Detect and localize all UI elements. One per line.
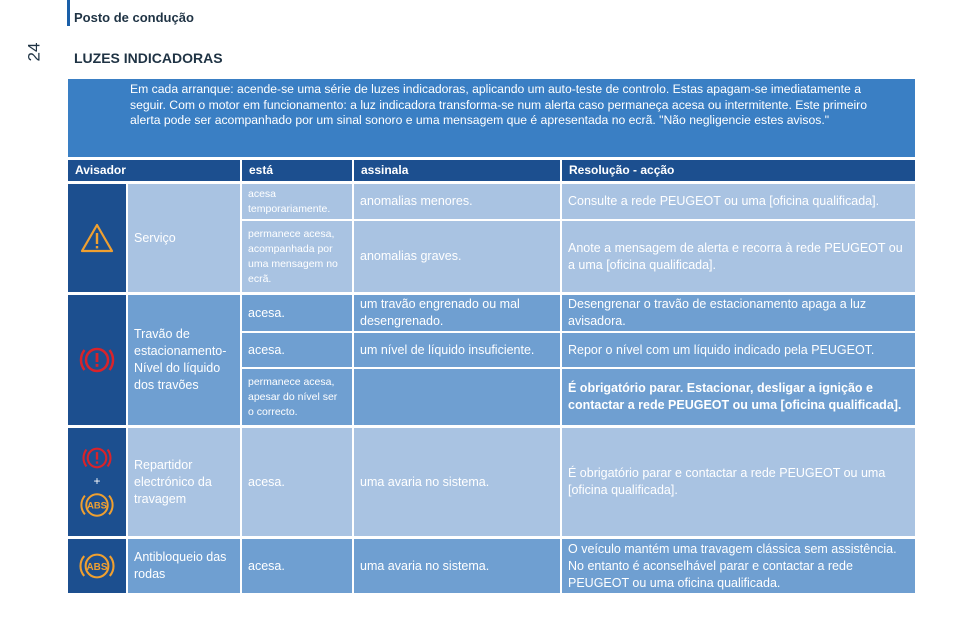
ebd-icon-cell — [68, 428, 128, 536]
page-title: LUZES INDICADORAS — [74, 50, 223, 66]
indicator-table — [68, 160, 915, 593]
group-ebd — [68, 428, 915, 536]
table-row: permanece acesa, apesar do nível ser o correcto. É obrigatório parar. Estacionar, desligar a ignição e contactar a rede PEUGEOT ou uma [oficina qualificada]. — [242, 367, 915, 425]
abs-icon — [79, 548, 115, 584]
section-marker-bar — [67, 0, 70, 26]
table-row: acesa. uma avaria no sistema. O veículo mantém uma travagem clássica sem assistência. No entanto é aconselhável parar e contactar a rede PEUGEOT ou uma oficina qualificada. — [242, 539, 915, 593]
brake-warning-icon — [78, 341, 116, 379]
abs-icon — [80, 488, 114, 522]
section-label: Posto de condução — [74, 10, 194, 25]
group-brake — [68, 295, 915, 425]
table-row: permanece acesa, acompanhada por uma mensagem no ecrã. anomalias graves. Anote a mensagem de alerta e recorra à rede PEUGEOT ou a uma [oficina qualificada]. — [242, 219, 915, 292]
ebd-name: Repartidor electrónico da travagem — [128, 428, 242, 536]
table-header — [68, 160, 915, 181]
service-name: Serviço — [128, 184, 242, 292]
abs-label: ABS — [87, 499, 107, 511]
table-row: acesa temporariamente. anomalias menores. Consulte a rede PEUGEOT ou uma [oficina qualificada]. — [242, 184, 915, 219]
intro-text: Em cada arranque: acende-se uma série de luzes indicadoras, aplicando um auto-teste de controlo. Estas apagam-se imediatamente a seguir. Com o motor em funcionamento: a luz indicadora transforma-se num alerta caso permaneça acesa ou intermitente. Este primeiro alerta pode ser acompanhado por um sinal sonoro e uma mensagem que é apresentada no ecrã. "Não negligencie estes avisos." — [68, 79, 915, 157]
header-warning: Avisador — [68, 160, 242, 181]
brake-name: Travão de estacionamento- Nível do líquido dos travões — [128, 295, 242, 425]
plus-sign: + — [93, 474, 101, 488]
header-state: está — [242, 160, 354, 181]
brake-warning-icon — [81, 442, 113, 474]
abs-label: ABS — [86, 561, 108, 573]
warning-triangle-icon — [80, 222, 114, 254]
table-row: acesa. um nível de líquido insuficiente. Repor o nível com um líquido indicado pela PEUGEOT. — [242, 331, 915, 367]
abs-icon-cell — [68, 539, 128, 593]
service-icon-cell — [68, 184, 128, 292]
table-row: acesa. um travão engrenado ou mal desengrenado. Desengrenar o travão de estacionamento apaga a luz avisadora. — [242, 295, 915, 331]
header-signal: assinala — [354, 160, 562, 181]
page-number: 24 — [24, 42, 44, 62]
brake-icon-cell — [68, 295, 128, 425]
header-action: Resolução - acção — [569, 163, 675, 177]
group-service — [68, 184, 915, 292]
abs-name: Antibloqueio das rodas — [128, 539, 242, 593]
group-abs — [68, 539, 915, 593]
table-row: acesa. uma avaria no sistema. É obrigatório parar e contactar a rede PEUGEOT ou uma [oficina qualificada]. — [242, 428, 915, 536]
